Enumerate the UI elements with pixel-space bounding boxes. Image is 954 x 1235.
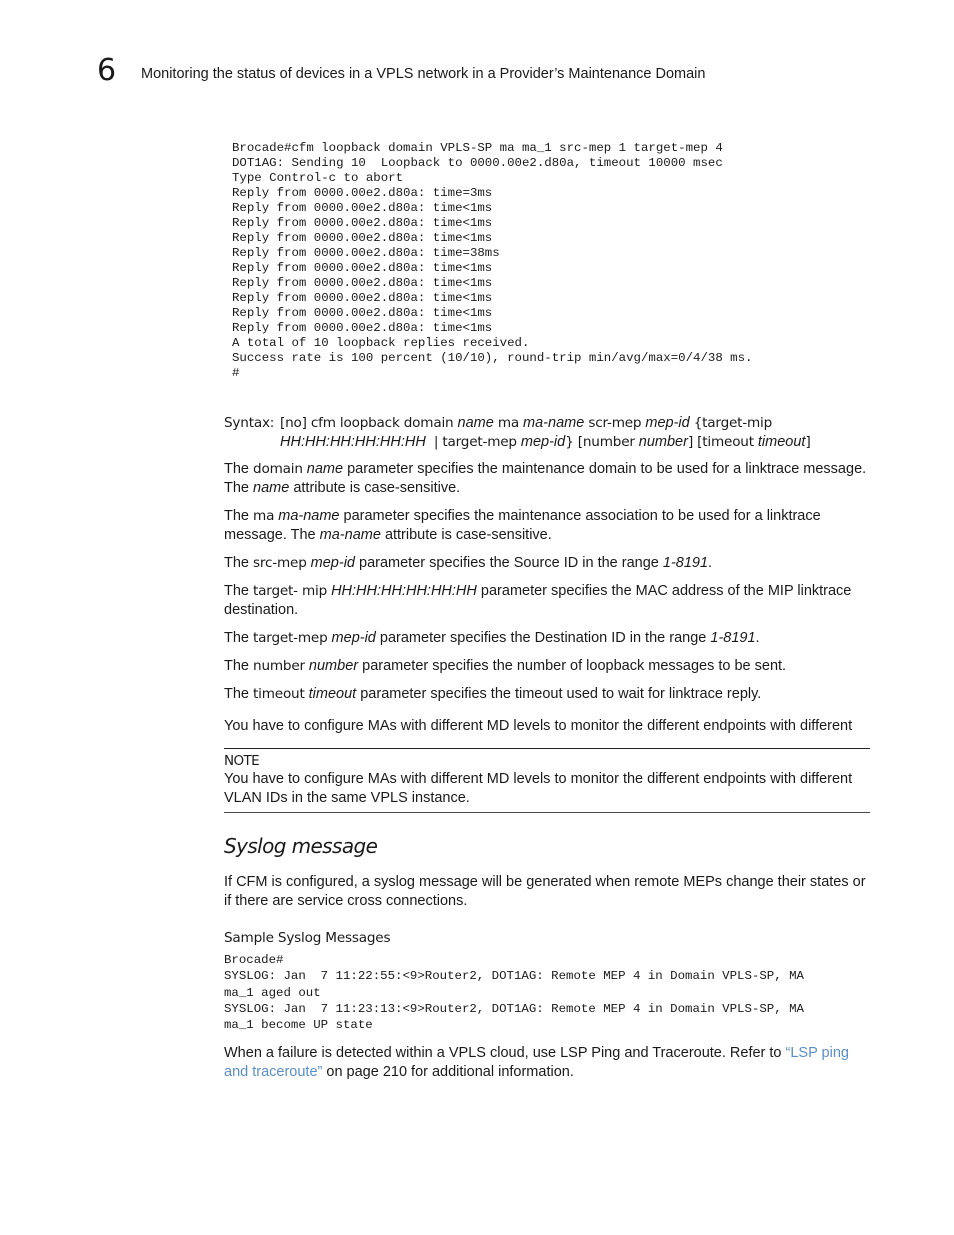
param-keyword: timeout [253, 686, 305, 702]
code-line: ma_1 aged out [224, 985, 321, 1000]
param-text: attribute is case-sensitive. [384, 527, 552, 543]
syntax-line-2 [224, 433, 874, 452]
param-text: parameter specifies the maintenance domain to be used for a linktrace message. The [224, 461, 867, 496]
syslog-example-block [224, 952, 804, 1033]
param-arg: ma-name [319, 527, 381, 543]
param-the: The [224, 658, 249, 674]
param-description [224, 629, 874, 648]
param-the: The [224, 555, 249, 571]
syntax-label: Syntax: [224, 415, 275, 431]
param-description [224, 507, 874, 545]
param-text: parameter specifies the timeout used to wait for linktrace reply. [360, 686, 762, 702]
param-description [224, 554, 874, 573]
param-text: parameter specifies the number of loopback messages to be sent. [362, 658, 787, 674]
param-range: 1-8191 [662, 555, 709, 571]
param-text: attribute is case-sensitive. [293, 480, 461, 496]
note-top-rule [224, 748, 870, 749]
param-description [224, 582, 874, 620]
syntax-line-1 [224, 414, 874, 433]
param-arg: name [306, 461, 344, 477]
param-text: . [708, 555, 713, 571]
param-text: parameter specifies the maintenance association to be used for a linktrace message. The [224, 508, 821, 543]
param-range: 1-8191 [710, 630, 756, 646]
note-bottom-rule [224, 812, 870, 813]
param-the: The [224, 686, 249, 702]
sample-heading: Sample Syslog Messages [224, 930, 391, 946]
code-line: Reply from 0000.00e2.d80a: time<1ms [232, 321, 493, 335]
param-text: . [755, 630, 760, 646]
section-heading: Syslog message [224, 834, 378, 858]
code-line: A total of 10 loopback replies received. [232, 336, 530, 350]
param-arg: mep-id [310, 555, 355, 571]
param-text: parameter specifies the MAC address of the MIP linktrace destination. [224, 583, 852, 618]
syntax-keyword: ] [timeout [687, 434, 754, 450]
code-line: Reply from 0000.00e2.d80a: time<1ms [232, 291, 493, 305]
running-header: Monitoring the status of devices in a VPLS network in a Provider’s Maintenance Domain [141, 66, 706, 82]
code-line: Reply from 0000.00e2.d80a: time=38ms [232, 246, 500, 260]
param-keyword: src-mep [253, 555, 307, 571]
code-line: Brocade#cfm loopback domain VPLS-SP ma ma_1 src-mep 1 target-mep 4 [232, 141, 723, 155]
param-the: The [224, 583, 249, 599]
param-arg: ma-name [278, 508, 340, 524]
param-arg: mep-id [331, 630, 376, 646]
param-keyword: number [253, 658, 305, 674]
param-keyword: ma [253, 508, 275, 524]
code-line: DOT1AG: Sending 10 Loopback to 0000.00e2.d80a, timeout 10000 msec [232, 156, 723, 170]
syntax-block [224, 414, 874, 452]
param-keyword: target- mip [253, 583, 328, 599]
closing-text: When a failure is detected within a VPLS cloud, use LSP Ping and Traceroute. Refer to [224, 1045, 782, 1061]
param-the: The [224, 508, 249, 524]
syntax-keyword: } [number [565, 434, 635, 450]
param-arg: timeout [308, 686, 357, 702]
syntax-arg: mep-id [520, 434, 566, 450]
param-arg: HH:HH:HH:HH:HH:HH [331, 583, 477, 599]
code-line: SYSLOG: Jan 7 11:22:55:<9>Router2, DOT1AG: Remote MEP 4 in Domain VPLS-SP, MA [224, 969, 804, 984]
param-keyword: domain [253, 461, 303, 477]
syntax-keyword: ] [805, 434, 811, 450]
syntax-arg: ma-name [523, 415, 585, 431]
param-description [224, 657, 874, 676]
code-line: Reply from 0000.00e2.d80a: time<1ms [232, 216, 493, 230]
note-title: NOTE [224, 753, 260, 769]
code-line: Type Control-c to abort [232, 171, 404, 185]
code-line: Brocade# [224, 953, 284, 967]
cli-example-block [232, 141, 753, 381]
code-line: Reply from 0000.00e2.d80a: time<1ms [232, 231, 493, 245]
orphan-paragraph: You have to configure MAs with different MD levels to monitor the different endpoints with different [224, 718, 853, 734]
code-line: Reply from 0000.00e2.d80a: time=3ms [232, 186, 493, 200]
code-line: Reply from 0000.00e2.d80a: time<1ms [232, 261, 493, 275]
param-keyword: target-mep [253, 630, 328, 646]
syntax-keyword: ma [497, 415, 519, 431]
param-description [224, 460, 874, 498]
code-line: Success rate is 100 percent (10/10), round-trip min/avg/max=0/4/38 ms. [232, 351, 753, 365]
note-body: You have to configure MAs with different MD levels to monitor the different endpoints with different VLAN IDs in the same VPLS instance. [224, 771, 853, 806]
syntax-keyword: | target-mep [433, 434, 517, 450]
cross-reference-link[interactable]: “LSP ping and traceroute” [224, 1045, 849, 1080]
syntax-keyword: {target-mip [693, 415, 773, 431]
param-text: parameter specifies the Source ID in the range [359, 555, 659, 571]
chapter-number: 6 [97, 53, 117, 88]
closing-paragraph [224, 1044, 874, 1082]
syntax-arg: mep-id [645, 415, 690, 431]
param-the: The [224, 630, 249, 646]
syntax-keyword: [no] cfm loopback domain [280, 415, 454, 431]
syntax-arg: timeout [757, 434, 806, 450]
code-line: SYSLOG: Jan 7 11:23:13:<9>Router2, DOT1AG: Remote MEP 4 in Domain VPLS-SP, MA [224, 1001, 804, 1016]
param-description [224, 685, 874, 704]
param-arg: number [308, 658, 359, 674]
syntax-arg: name [457, 415, 494, 431]
param-the: The [224, 461, 249, 477]
code-line: ma_1 become UP state [224, 1018, 373, 1033]
code-line: Reply from 0000.00e2.d80a: time<1ms [232, 201, 493, 215]
closing-text: on page 210 for additional information. [326, 1064, 574, 1080]
param-text: parameter specifies the Destination ID in the range [379, 630, 707, 646]
code-line: # [232, 366, 240, 380]
syntax-arg: HH:HH:HH:HH:HH:HH [280, 434, 426, 450]
section-intro: If CFM is configured, a syslog message will be generated when remote MEPs change their states or if there are service cross connections. [224, 874, 866, 909]
param-arg: name [253, 480, 290, 496]
code-line: Reply from 0000.00e2.d80a: time<1ms [232, 306, 493, 320]
code-line: Reply from 0000.00e2.d80a: time<1ms [232, 276, 493, 290]
syntax-arg: number [638, 434, 688, 450]
syntax-keyword: scr-mep [588, 415, 642, 431]
